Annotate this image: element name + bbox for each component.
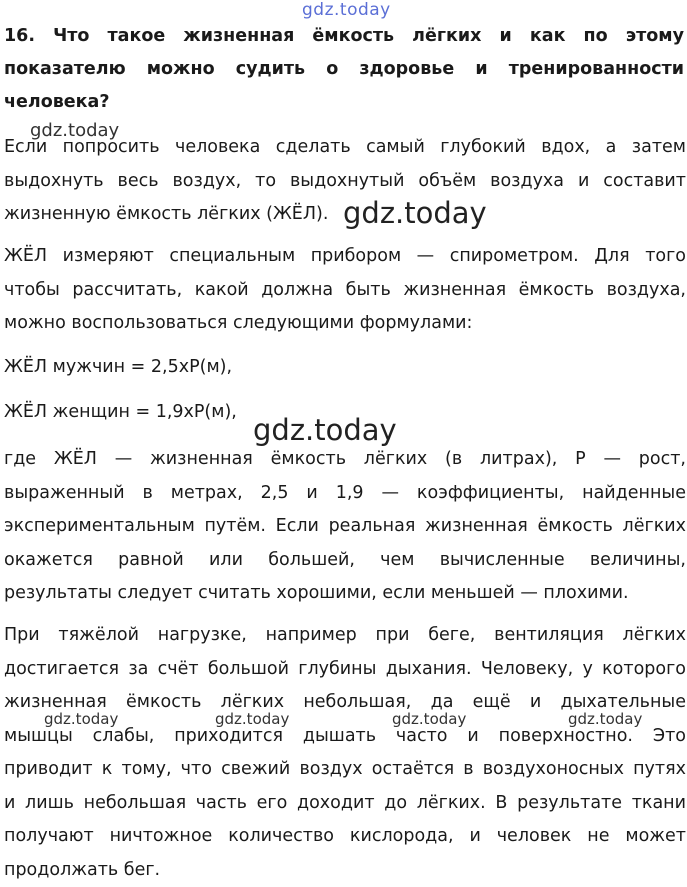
paragraph-line: экспериментальным путём. Если реальная жизненная ёмкость лёгких <box>4 510 686 544</box>
paragraph-line: жизненную ёмкость лёгких (ЖЁЛ). <box>4 198 686 232</box>
paragraph-line: продолжать бег. <box>4 854 686 887</box>
paragraph-line: ЖЁЛ измеряют специальным прибором — спирометром. Для того <box>4 240 686 274</box>
question-line: 16. Что такое жизненная ёмкость лёгких и как по этому <box>4 20 684 53</box>
question-line: показателю можно судить о здоровье и тренированности <box>4 53 684 86</box>
watermark-small-2: gdz.today <box>215 710 289 728</box>
paragraph-line: можно воспользоваться следующими формулами: <box>4 307 686 341</box>
formula-line: ЖЁЛ женщин = 1,9хР(м), <box>4 396 686 430</box>
question-line: человека? <box>4 86 684 119</box>
formula-men <box>4 351 686 385</box>
paragraph-line: и лишь небольшая часть его доходит до лёгких. В результате ткани <box>4 787 686 821</box>
paragraph-line: При тяжёлой нагрузке, например при беге, вентиляция лёгких <box>4 619 686 653</box>
formula-line: ЖЁЛ мужчин = 2,5хР(м), <box>4 351 686 385</box>
paragraph-line: приводит к тому, что свежий воздух остаётся в воздухоносных путях <box>4 753 686 787</box>
watermark-small-1: gdz.today <box>44 710 118 728</box>
paragraph-line: выдохнуть весь воздух, то выдохнутый объём воздуха и составит <box>4 165 686 199</box>
answer-paragraph-4 <box>4 619 686 887</box>
paragraph-line: чтобы рассчитать, какой должна быть жизненная ёмкость воздуха, <box>4 274 686 308</box>
paragraph-line: мышцы слабы, приходится дышать часто и поверхностно. Это <box>4 720 686 754</box>
paragraph-line: Если попросить человека сделать самый глубокий вдох, а затем <box>4 131 686 165</box>
answer-paragraph-3 <box>4 443 686 611</box>
paragraph-line: где ЖЁЛ — жизненная ёмкость лёгких (в литрах), Р — рост, <box>4 443 686 477</box>
paragraph-line: выраженный в метрах, 2,5 и 1,9 — коэффициенты, найденные <box>4 477 686 511</box>
paragraph-line: получают ничтожное количество кислорода, и человек не может <box>4 820 686 854</box>
question-heading <box>4 20 684 119</box>
watermark-b: gdz.today <box>343 196 487 230</box>
answer-paragraph-2 <box>4 240 686 341</box>
paragraph-line: результаты следует считать хорошими, если меньшей — плохими. <box>4 577 686 611</box>
paragraph-line: достигается за счёт большой глубины дыхания. Человеку, у которого <box>4 653 686 687</box>
paragraph-line: жизненная ёмкость лёгких небольшая, да ещё и дыхательные <box>4 686 686 720</box>
watermark-a: gdz.today <box>30 120 119 141</box>
paragraph-line: окажется равной или большей, чем вычисленные величины, <box>4 544 686 578</box>
watermark-small-4: gdz.today <box>568 710 642 728</box>
watermark-c: gdz.today <box>253 413 397 447</box>
watermark-top: gdz.today <box>302 0 391 20</box>
watermark-small-3: gdz.today <box>392 710 466 728</box>
